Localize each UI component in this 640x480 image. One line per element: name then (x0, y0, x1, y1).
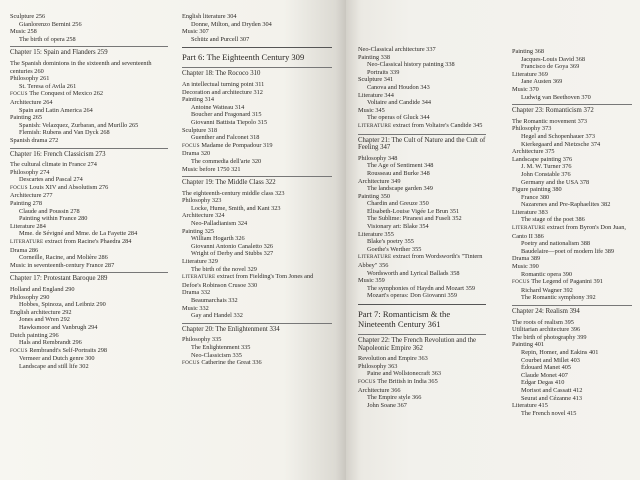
toc-entry: An intellectual turning point 311 (182, 80, 265, 88)
toc-entry: Painting 401 (512, 341, 545, 349)
toc-entry: Drama 286 (10, 246, 39, 254)
toc-subentry: Baudelaire—poet of modern life 389 (521, 247, 615, 255)
toc-entry: Architecture 366 (358, 386, 401, 394)
toc-subentry: Guenther and Falconet 318 (191, 134, 260, 142)
toc-entry: Sculpture 256 (10, 13, 46, 20)
toc-entry: Music before 1750 321 (182, 165, 241, 173)
part-heading: Part 6: The Eighteenth Century 309 (182, 47, 332, 62)
toc-subentry: Canova and Houdon 343 (367, 83, 430, 91)
toc-entry: Literature 344 (358, 91, 394, 99)
toc-subentry: Landscape and still life 302 (19, 362, 89, 370)
chapter-heading: Chapter 20: The Enlightenment 334 (182, 323, 332, 334)
toc-subentry: Francisco de Goya 369 (521, 63, 580, 71)
toc-entry: Painting 314 (182, 96, 215, 104)
toc-subentry: Voltaire and Candide 344 (367, 99, 432, 107)
toc-entry: Music 390 (512, 263, 539, 271)
toc-entry: Architecture 264 (10, 98, 53, 106)
toc-entry: Revolution and Empire 363 (358, 355, 428, 363)
toc-entry: Music 370 (512, 85, 539, 93)
feature-label: LITERATURE (512, 225, 546, 232)
toc-entry: Architecture 324 (182, 212, 225, 220)
toc-entry: Spanish drama 272 (10, 136, 59, 144)
chapter-heading: Chapter 22: The French Revolution and the Napoleonic Empire 362 (358, 334, 486, 352)
chapter-heading: Chapter 15: Spain and Flanders 259 (10, 46, 168, 57)
toc-subentry: J. M. W. Turner 376 (521, 163, 572, 171)
chapter-heading: Chapter 18: The Rococo 310 (182, 67, 332, 78)
feature-title: Catherine the Great 336 (201, 359, 262, 367)
feature-title: extract from Racine's Phaedra 284 (45, 238, 132, 246)
toc-entry: Drama 320 (182, 150, 211, 158)
chapter-heading: Chapter 16: French Classicism 273 (10, 148, 168, 159)
chapter-heading: Chapter 24: Realism 394 (512, 305, 632, 316)
feature-entry (10, 347, 168, 356)
toc-subentry: Morisot and Cassatt 412 (521, 386, 583, 394)
toc-entry: Utilitarian architecture 396 (512, 326, 581, 334)
toc-entry: Architecture 277 (10, 192, 53, 200)
feature-entry (182, 142, 332, 151)
toc-subentry: Romantic opera 390 (521, 270, 573, 278)
right-page (346, 0, 640, 480)
feature-title: Madame de Pompadour 319 (201, 141, 273, 149)
toc-entry: Music 332 (182, 304, 209, 312)
feature-label: FOCUS (182, 142, 200, 149)
toc-subentry: Wright of Derby and Stubbs 327 (191, 250, 274, 258)
toc-entry: Figure painting 380 (512, 186, 562, 194)
toc-entry: Neo-Classical architecture 337 (358, 46, 436, 53)
toc-subentry: Neo-Palladianism 324 (191, 220, 248, 228)
toc-subentry: The commedia dell'arte 320 (191, 157, 262, 165)
toc-entry: Philosophy 373 (512, 125, 552, 133)
toc-entry: Literature 415 (512, 402, 548, 410)
toc-subentry: The French novel 415 (521, 409, 577, 417)
toc-subentry: Vermeer and Dutch genre 300 (19, 355, 95, 363)
toc-subentry: Boucher and Fragonard 315 (191, 111, 262, 119)
toc-column-4 (512, 48, 632, 417)
toc-entry: Philosophy 348 (358, 154, 398, 162)
toc-entry: Drama 389 (512, 255, 541, 263)
toc-entry: Painting 338 (358, 53, 391, 61)
feature-title: extract from Fielding's Tom Jones and Defoe's Robinson Crusoe 330 (182, 273, 314, 289)
toc-subentry: Seurat and Cézanne 413 (521, 394, 583, 402)
toc-subentry: Flemish: Rubens and Van Dyck 268 (19, 129, 110, 137)
toc-subentry: The birth of opera 258 (19, 35, 76, 43)
toc-subentry: Schütz and Purcell 307 (191, 35, 250, 43)
feature-title: Rembrandt's Self-Portraits 298 (29, 346, 108, 354)
toc-entry: Literature 369 (512, 70, 548, 78)
feature-label: FOCUS (358, 378, 376, 385)
toc-subentry: Claude and Poussin 278 (19, 207, 80, 215)
toc-entry: English architecture 292 (10, 308, 72, 316)
toc-subentry: Hobbes, Spinoza, and Leibniz 290 (19, 301, 106, 309)
toc-entry: Architecture 349 (358, 177, 401, 185)
toc-entry: Music 345 (358, 106, 385, 114)
toc-subentry: Spanish: Velazquez, Zurbaran, and Murillo 265 (19, 121, 139, 129)
feature-title: The British in India 365 (377, 377, 438, 385)
toc-subentry: Jane Austen 369 (521, 78, 563, 86)
feature-label: FOCUS (512, 279, 530, 286)
part-heading: Part 7: Romanticism & the Nineteenth Century 361 (358, 304, 486, 329)
toc-subentry: Ludwig van Beethoven 370 (521, 93, 591, 101)
toc-entry: Music in seventeenth-century France 287 (10, 261, 115, 269)
toc-entry: Philosophy 274 (10, 168, 50, 176)
feature-title: The Conquest of Mexico 262 (29, 90, 104, 98)
toc-subentry: Poetry and nationalism 388 (521, 240, 591, 248)
toc-subentry: Claude Monet 407 (521, 371, 568, 379)
feature-entry (358, 378, 486, 387)
feature-entry (512, 278, 632, 287)
toc-subentry: Locke, Hume, Smith, and Kant 323 (191, 204, 281, 212)
toc-subentry: Gay and Handel 332 (191, 312, 243, 320)
toc-subentry: Hals and Rembrandt 296 (19, 339, 82, 347)
toc-entry: The Spanish dominions in the sixteenth and seventeenth centuries 260 (10, 59, 152, 75)
feature-label: FOCUS (10, 184, 28, 191)
toc-subentry: The birth of the novel 329 (191, 265, 257, 273)
toc-subentry: The Age of Sentiment 348 (367, 162, 434, 170)
toc-subentry: Corneille, Racine, and Molière 286 (19, 254, 108, 262)
toc-entry: Literature 329 (182, 258, 218, 266)
toc-subentry: The Sublime: Piranesi and Fuseli 352 (367, 215, 462, 223)
toc-subentry: Gianlorenzo Bernini 256 (19, 20, 82, 28)
feature-label: LITERATURE (358, 122, 392, 129)
feature-title: extract from Wordsworth's "Tintern Abbey" 356 (358, 253, 483, 270)
toc-entry: The roots of realism 395 (512, 318, 574, 326)
toc-entry: Music 258 (10, 28, 37, 36)
toc-entry: Philosophy 261 (10, 75, 50, 83)
toc-entry: Literature 355 (358, 230, 394, 238)
toc-subentry: The Empire style 366 (367, 394, 422, 402)
feature-entry (512, 224, 632, 240)
feature-entry (182, 273, 332, 289)
toc-subentry: Painting within France 280 (19, 215, 88, 223)
toc-entry: Painting 368 (512, 48, 545, 55)
toc-subentry: William Hogarth 326 (191, 235, 245, 243)
toc-subentry: Édouard Manet 405 (521, 364, 572, 372)
feature-entry (358, 122, 486, 131)
chapter-heading: Chapter 23: Romanticism 372 (512, 104, 632, 115)
toc-subentry: Kierkegaard and Nietzsche 374 (521, 140, 601, 148)
toc-subentry: Wordsworth and Lyrical Ballads 358 (367, 269, 460, 277)
toc-entry: Painting 278 (10, 200, 43, 208)
toc-subentry: Paine and Wollstonecraft 363 (367, 370, 442, 378)
feature-entry (182, 359, 332, 368)
toc-column-1 (10, 13, 168, 371)
toc-subentry: Goethe's Werther 355 (367, 245, 422, 253)
toc-subentry: Courbet and Millet 403 (521, 356, 580, 364)
toc-subentry: Jones and Wren 292 (19, 316, 70, 324)
feature-title: extract from Voltaire's Candide 345 (393, 121, 483, 129)
feature-entry (10, 90, 168, 99)
toc-subentry: Giovanni Antonio Canaletto 326 (191, 242, 274, 250)
toc-entry: The cultural climate in France 274 (10, 161, 97, 169)
toc-entry: Philosophy 323 (182, 197, 222, 205)
toc-subentry: Hegel and Schopenhauer 373 (521, 132, 595, 140)
toc-column-2 (182, 13, 332, 368)
toc-subentry: Beaumarchais 332 (191, 297, 238, 304)
toc-entry: Landscape painting 376 (512, 155, 573, 163)
toc-entry: Sculpture 341 (358, 76, 394, 84)
toc-subentry: The operas of Gluck 344 (367, 114, 430, 122)
toc-entry: English literature 304 (182, 13, 237, 20)
toc-entry: Decoration and architecture 312 (182, 88, 263, 96)
feature-entry (10, 238, 168, 247)
toc-subentry: St. Teresa of Avila 261 (19, 82, 77, 90)
toc-entry: Painting 325 (182, 227, 215, 235)
toc-subentry: Visionary art: Blake 354 (367, 223, 429, 231)
toc-entry: Architecture 375 (512, 148, 555, 156)
toc-subentry: Mozart's operas: Don Giovanni 359 (367, 292, 457, 300)
toc-entry: Literature 383 (512, 208, 548, 216)
feature-label: LITERATURE (358, 254, 392, 261)
chapter-heading: Chapter 21: The Cult of Nature and the Cult of Feeling 347 (358, 134, 486, 152)
toc-subentry: The stage of the poet 386 (521, 216, 585, 224)
toc-subentry: Mme. de Sévigné and Mme. de La Fayette 284 (19, 230, 138, 238)
toc-subentry: John Constable 376 (521, 170, 571, 178)
toc-subentry: Spain and Latin America 264 (19, 106, 93, 114)
toc-entry: Holland and England 290 (10, 286, 75, 293)
toc-subentry: Neo-Classicism 335 (191, 351, 242, 359)
toc-entry: Dutch painting 296 (10, 331, 59, 339)
toc-subentry: France 380 (521, 193, 550, 201)
toc-subentry: Antoine Watteau 314 (191, 103, 245, 111)
feature-title: extract from Byron's Don Juan, Canto II 386 (512, 224, 626, 240)
toc-entry: Music 307 (182, 28, 209, 36)
toc-entry: Literature 284 (10, 222, 46, 230)
feature-entry (10, 184, 168, 193)
toc-subentry: Portraits 339 (367, 68, 400, 76)
toc-entry: Philosophy 335 (182, 336, 222, 344)
toc-subentry: Blake's poetry 355 (367, 238, 414, 246)
toc-entry: Philosophy 290 (10, 293, 50, 301)
toc-subentry: Richard Wagner 392 (521, 286, 573, 294)
toc-subentry: John Soane 367 (367, 401, 407, 409)
toc-subentry: Germany and the USA 378 (521, 178, 590, 186)
toc-subentry: Jacques-Louis David 368 (521, 55, 586, 63)
toc-subentry: Chardin and Greuze 350 (367, 200, 429, 208)
toc-subentry: The symphonies of Haydn and Mozart 359 (367, 284, 476, 292)
toc-subentry: Neo-Classical history painting 338 (367, 61, 455, 69)
toc-entry: The Romantic movement 373 (512, 117, 588, 125)
toc-entry: Painting 265 (10, 114, 43, 122)
toc-subentry: Repin, Homer, and Eakins 401 (521, 348, 599, 356)
chapter-heading: Chapter 19: The Middle Class 322 (182, 176, 332, 187)
toc-entry: The birth of photography 399 (512, 333, 587, 341)
feature-label: LITERATURE (10, 239, 44, 246)
feature-entry (358, 253, 486, 269)
chapter-heading: Chapter 17: Protestant Baroque 289 (10, 272, 168, 283)
toc-subentry: The Enlightenment 335 (191, 343, 251, 351)
toc-subentry: Descartes and Pascal 274 (19, 176, 83, 184)
toc-column-3 (358, 46, 486, 409)
feature-label: FOCUS (10, 91, 28, 98)
feature-label: FOCUS (182, 360, 200, 367)
feature-label: LITERATURE (182, 274, 216, 281)
toc-subentry: Rousseau and Burke 348 (367, 169, 430, 177)
toc-subentry: Edgar Degas 410 (521, 379, 565, 387)
feature-title: The Legend of Paganini 391 (531, 278, 603, 286)
toc-entry: Painting 350 (358, 192, 391, 200)
toc-entry: Sculpture 318 (182, 126, 218, 134)
feature-title: Louis XIV and Absolutism 276 (29, 183, 109, 191)
toc-subentry: Nazarenes and Pre-Raphaelites 382 (521, 201, 611, 209)
feature-label: FOCUS (10, 347, 28, 354)
toc-entry: The eighteenth-century middle class 323 (182, 189, 285, 197)
toc-subentry: Donne, Milton, and Dryden 304 (191, 20, 272, 28)
toc-entry: Music 359 (358, 277, 385, 285)
toc-subentry: Hawksmoor and Vanbrugh 294 (19, 323, 98, 331)
toc-subentry: Elisabeth-Louise Vigée Le Brun 351 (367, 207, 460, 215)
toc-subentry: Giovanni Battista Tiepolo 315 (191, 118, 268, 126)
toc-entry: Drama 332 (182, 289, 211, 297)
toc-entry: Philosophy 363 (358, 362, 398, 370)
toc-subentry: The Romantic symphony 392 (521, 294, 596, 302)
toc-subentry: The landscape garden 349 (367, 185, 433, 193)
